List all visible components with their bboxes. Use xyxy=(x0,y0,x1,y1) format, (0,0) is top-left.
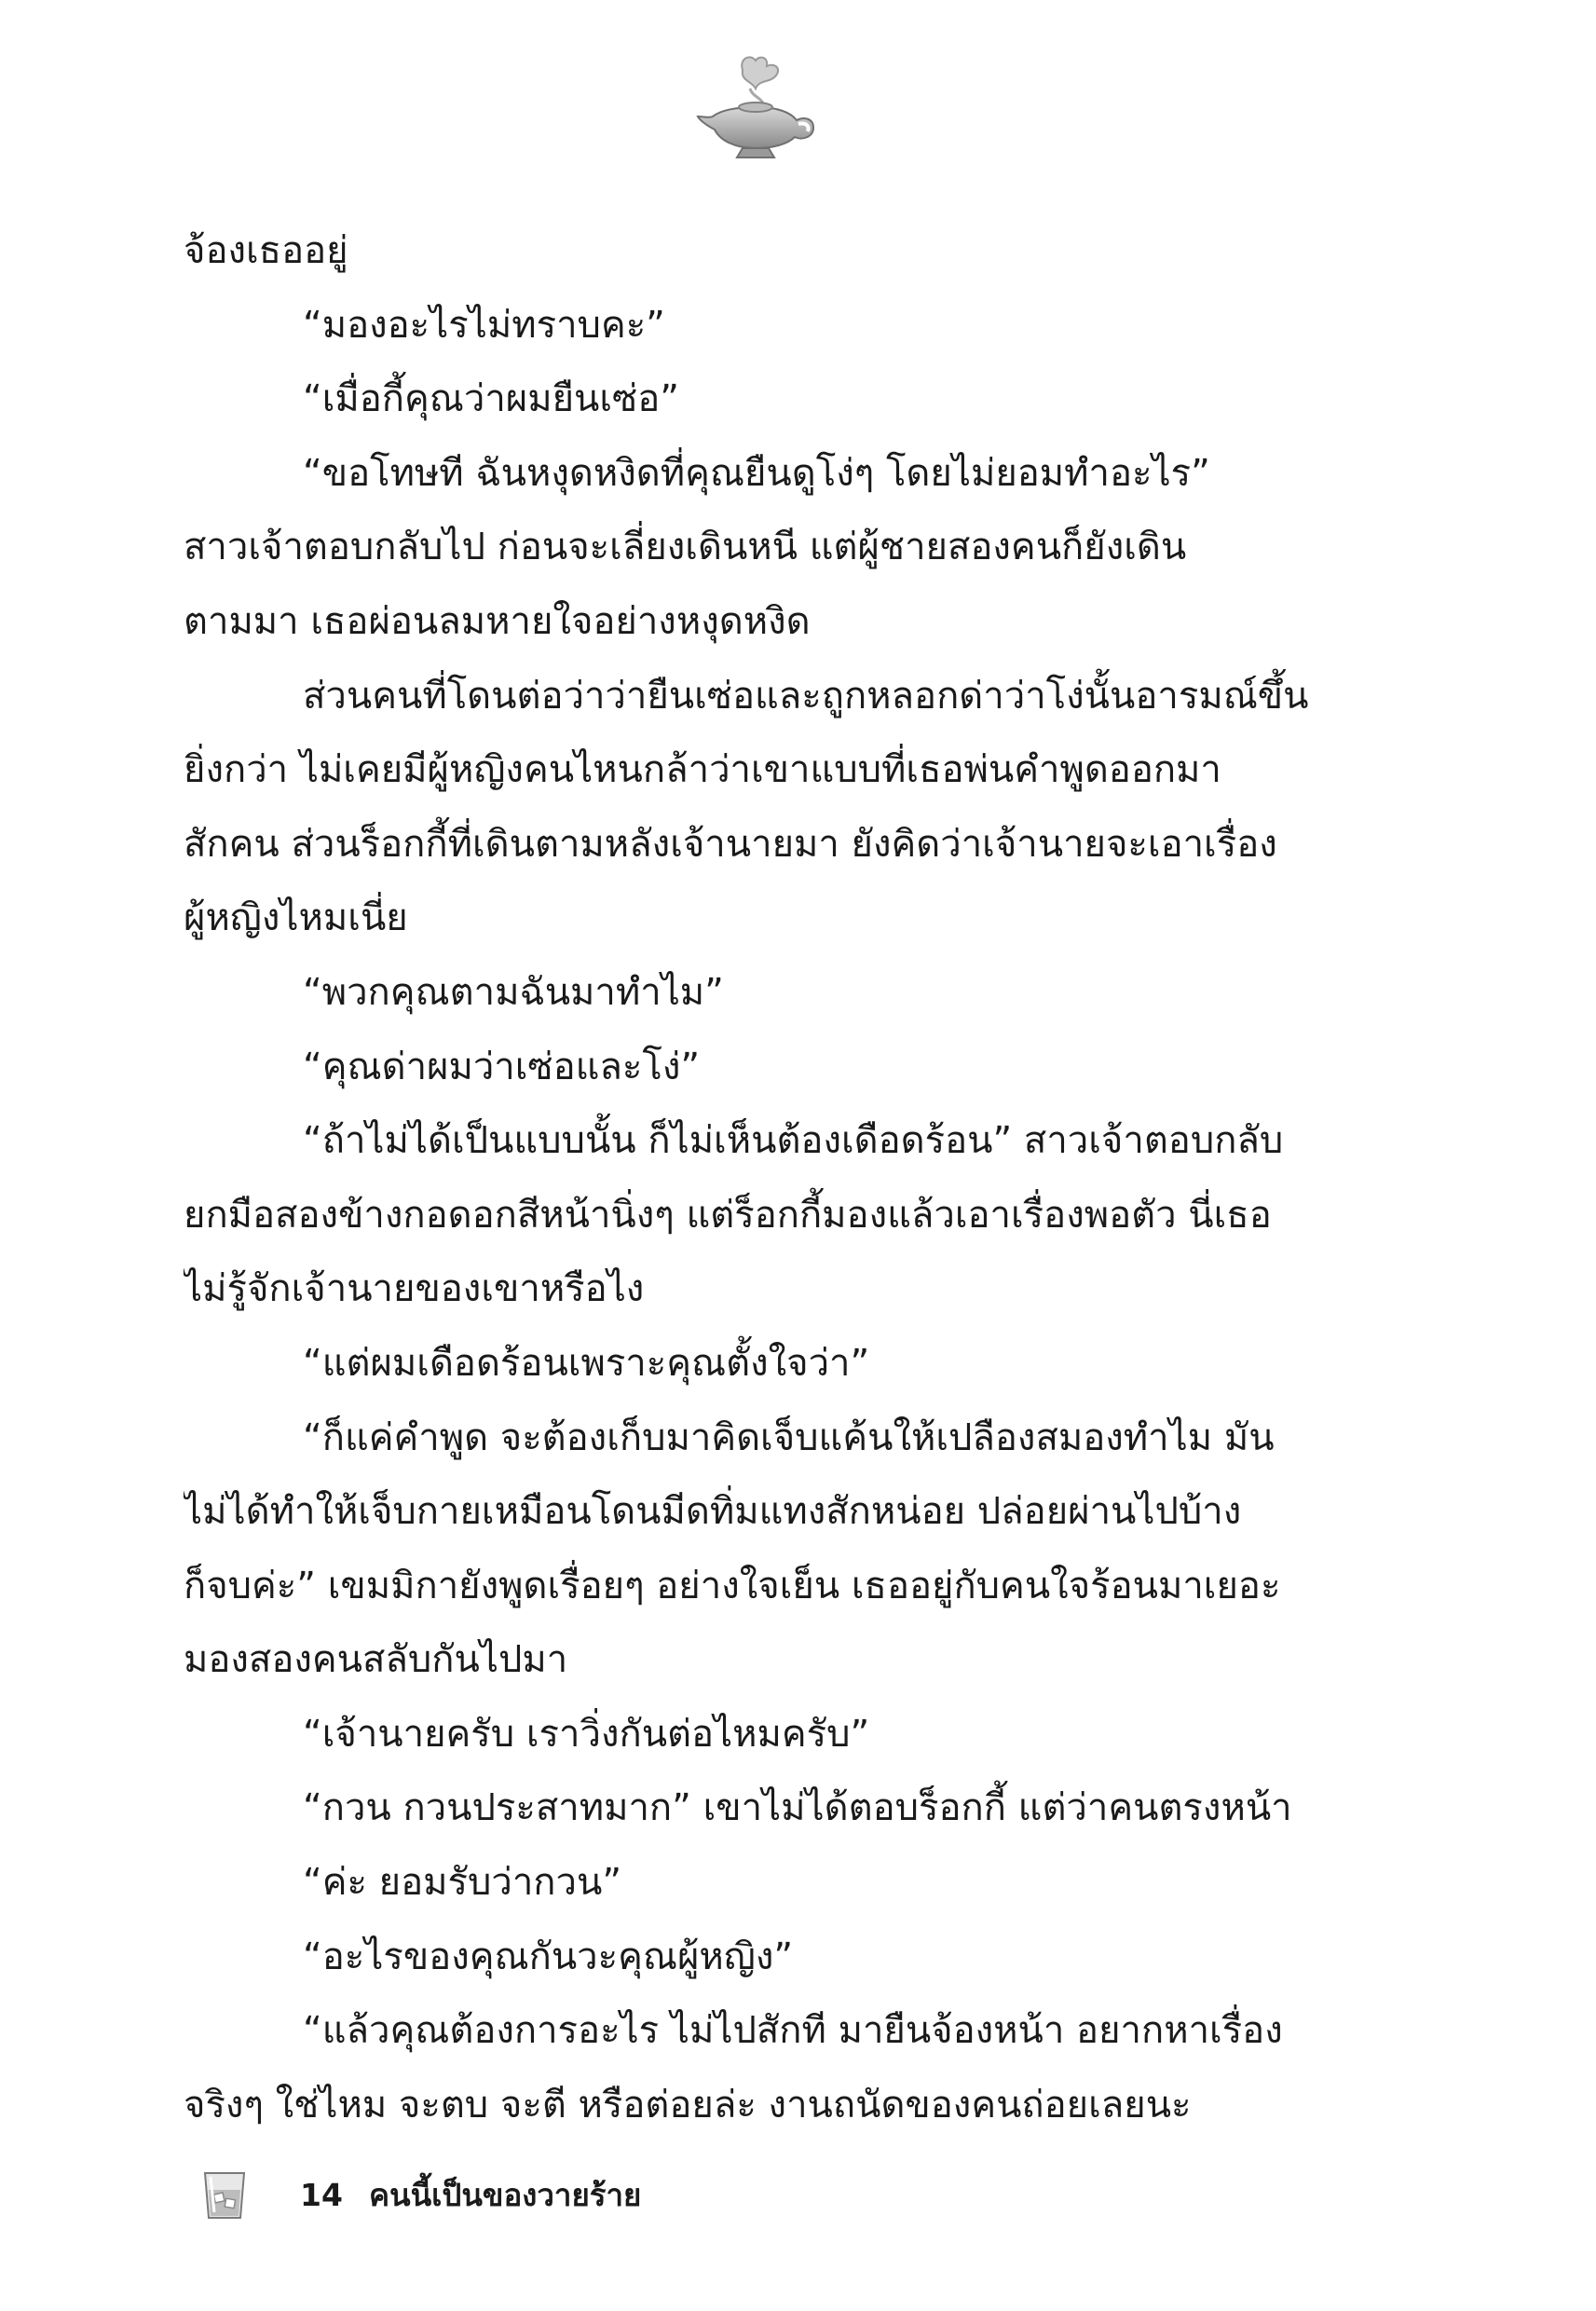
text-line: “เมื่อกี้คุณว่าผมยืนเซ่อ” xyxy=(303,377,679,421)
body-text xyxy=(184,214,1330,2142)
page-footer xyxy=(196,2162,641,2227)
text-line: ยิ่งกว่า ไม่เคยมีผู้หญิงคนไหนกล้าว่าเขาแบบที่เธอพ่นคำพูดออกมา xyxy=(184,748,1221,792)
text-line: จ้องเธออยู่ xyxy=(184,229,348,272)
text-line: “แต่ผมเดือดร้อนเพราะคุณตั้งใจว่า” xyxy=(303,1341,870,1385)
text-line: “อะไรของคุณกันวะคุณผู้หญิง” xyxy=(303,1935,794,1978)
text-line: “มองอะไรไม่ทราบคะ” xyxy=(303,303,665,347)
text-line: ตามมา เธอผ่อนลมหายใจอย่างหงุดหงิด xyxy=(184,599,811,643)
text-line: ส่วนคนที่โดนต่อว่าว่ายืนเซ่อและถูกหลอกด่าว่าโง่นั้นอารมณ์ขึ้น xyxy=(303,674,1309,718)
text-line: “ก็แค่คำพูด จะต้องเก็บมาคิดเจ็บแค้นให้เปลืองสมองทำไม มัน xyxy=(303,1415,1275,1459)
text-line: จริงๆ ใช่ไหม จะตบ จะตี หรือต่อยล่ะ งานถนัดของคนถ่อยเลยนะ xyxy=(184,2083,1192,2126)
book-title: คนนี้เป็นของวายร้าย xyxy=(368,2176,642,2213)
text-line: “เจ้านายครับ เราวิ่งกันต่อไหมครับ” xyxy=(303,1712,870,1756)
genie-lamp-icon xyxy=(694,51,820,163)
page-number: 14 xyxy=(300,2176,343,2213)
text-line: “กวน กวนประสาทมาก” เขาไม่ได้ตอบร็อกกี้ แต่ว่าคนตรงหน้า xyxy=(303,1786,1292,1830)
text-line: สักคน ส่วนร็อกกี้ที่เดินตามหลังเจ้านายมา ยังคิดว่าเจ้านายจะเอาเรื่อง xyxy=(184,822,1277,866)
text-line: มองสองคนสลับกันไปมา xyxy=(184,1638,568,1682)
text-line: “พวกคุณตามฉันมาทำไม” xyxy=(303,970,724,1014)
glass-cup-icon xyxy=(196,2166,253,2223)
text-line: ไม่ได้ทำให้เจ็บกายเหมือนโดนมีดทิ่มแทงสักหน่อย ปล่อยผ่านไปบ้าง xyxy=(184,1490,1242,1534)
text-line: ผู้หญิงไหมเนี่ย xyxy=(184,896,408,940)
text-line: สาวเจ้าตอบกลับไป ก่อนจะเลี่ยงเดินหนี แต่ผู้ชายสองคนก็ยังเดิน xyxy=(184,526,1187,569)
text-line: ยกมือสองข้างกอดอกสีหน้านิ่งๆ แต่ร็อกกี้มองแล้วเอาเรื่องพอตัว นี่เธอ xyxy=(184,1193,1272,1237)
text-line: “ถ้าไม่ได้เป็นแบบนั้น ก็ไม่เห็นต้องเดือดร้อน” สาวเจ้าตอบกลับ xyxy=(303,1119,1284,1163)
text-line: “ค่ะ ยอมรับว่ากวน” xyxy=(303,1861,622,1905)
text-line: “ขอโทษที ฉันหงุดหงิดที่คุณยืนดูโง่ๆ โดยไม่ยอมทำอะไร” xyxy=(303,451,1210,495)
text-line: ก็จบค่ะ” เขมมิกายังพูดเรื่อยๆ อย่างใจเย็น เธออยู่กับคนใจร้อนมาเยอะ xyxy=(184,1564,1281,1607)
text-line: “แล้วคุณต้องการอะไร ไม่ไปสักที มายืนจ้องหน้า อยากหาเรื่อง xyxy=(303,2009,1283,2053)
text-line: ไม่รู้จักเจ้านายของเขาหรือไง xyxy=(184,1267,645,1311)
text-line: “คุณด่าผมว่าเซ่อและโง่” xyxy=(303,1045,701,1088)
